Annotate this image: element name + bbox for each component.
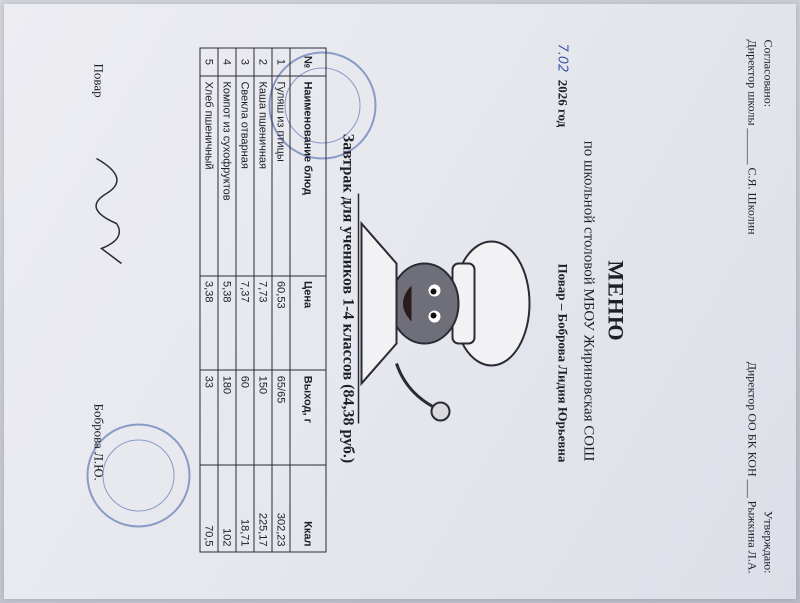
cell-kcal: 18,71 — [236, 465, 254, 552]
table-header-row — [290, 48, 326, 552]
approved-director-title: Директор ОО БК КОН — [745, 361, 759, 477]
approved-director-line — [744, 334, 760, 574]
footer-cook-name: Боброва Л.Ю. — [91, 403, 106, 481]
approved-block — [744, 334, 776, 574]
cell-price: 7,37 — [236, 276, 254, 371]
header-dish-name: Наименование блюд — [290, 76, 326, 276]
cell-output: 33 — [200, 370, 218, 465]
cell-dish-name: Свекла отварная — [236, 76, 254, 276]
menu-subtitle: по школьной столовой МБОУ Жириновская СОШ — [580, 140, 596, 462]
table-row — [236, 48, 254, 552]
agreed-director-name: С.Я. Школин — [745, 167, 759, 235]
menu-table — [199, 48, 326, 553]
cell-dish-name: Каша пшеничная — [254, 76, 272, 276]
cell-price: 3,38 — [200, 276, 218, 371]
handwritten-date: 7.02 — [554, 43, 569, 73]
cell-number: 3 — [236, 48, 254, 76]
approved-label: Утверждаю: — [761, 510, 775, 574]
cell-output: 180 — [218, 370, 236, 465]
menu-title: МЕНЮ — [603, 260, 628, 342]
cell-dish-name: Компот из сухофруктов — [218, 76, 236, 276]
approved-director-name: Рыжкина Л.А. — [745, 500, 759, 574]
cell-output: 150 — [254, 370, 272, 465]
menu-date — [554, 44, 570, 128]
cook-signature-icon — [86, 154, 136, 274]
header-kcal: Ккал — [290, 465, 326, 552]
cell-kcal: 225,17 — [254, 465, 272, 552]
cell-number: 4 — [218, 48, 236, 76]
cook-header: Повар – Боброва Лидия Юрьевна — [555, 263, 570, 463]
footer-cook-label: Повар — [91, 63, 106, 98]
meal-title: Завтрак для учеников 1-4 классов (84,38 руб.) — [339, 133, 356, 464]
agreed-signature-gap: ______ — [745, 128, 759, 165]
table-row — [254, 48, 272, 552]
rotated-menu-page — [4, 4, 796, 599]
cell-number: 1 — [272, 48, 290, 76]
cell-kcal: 102 — [218, 465, 236, 552]
cell-kcal: 70,5 — [200, 465, 218, 552]
agreed-director-title: Директор школы — [745, 39, 759, 126]
header-number: № — [290, 48, 326, 76]
approved-signature-gap: ___ — [745, 479, 759, 498]
cell-price: 7,73 — [254, 276, 272, 371]
table-row — [200, 48, 218, 552]
header-output: Выход, г — [290, 370, 326, 465]
agreed-block — [744, 40, 776, 270]
chef-illustration-icon — [346, 154, 546, 454]
cell-dish-name: Гуляш из птицы — [272, 76, 290, 276]
cell-price: 5,38 — [218, 276, 236, 371]
agreed-label: Согласовано: — [761, 39, 775, 108]
cell-price: 60,53 — [272, 276, 290, 371]
cell-number: 2 — [254, 48, 272, 76]
cell-output: 65/65 — [272, 370, 290, 465]
cell-number: 5 — [200, 48, 218, 76]
cell-kcal: 302,23 — [272, 465, 290, 552]
table-row — [272, 48, 290, 552]
agreed-director-line — [744, 40, 760, 270]
paper-sheet — [4, 4, 796, 599]
table-row — [218, 48, 236, 552]
cell-output: 60 — [236, 370, 254, 465]
header-price: Цена — [290, 276, 326, 371]
printed-year: 2026 год — [555, 79, 570, 128]
cell-dish-name: Хлеб пшеничный — [200, 76, 218, 276]
